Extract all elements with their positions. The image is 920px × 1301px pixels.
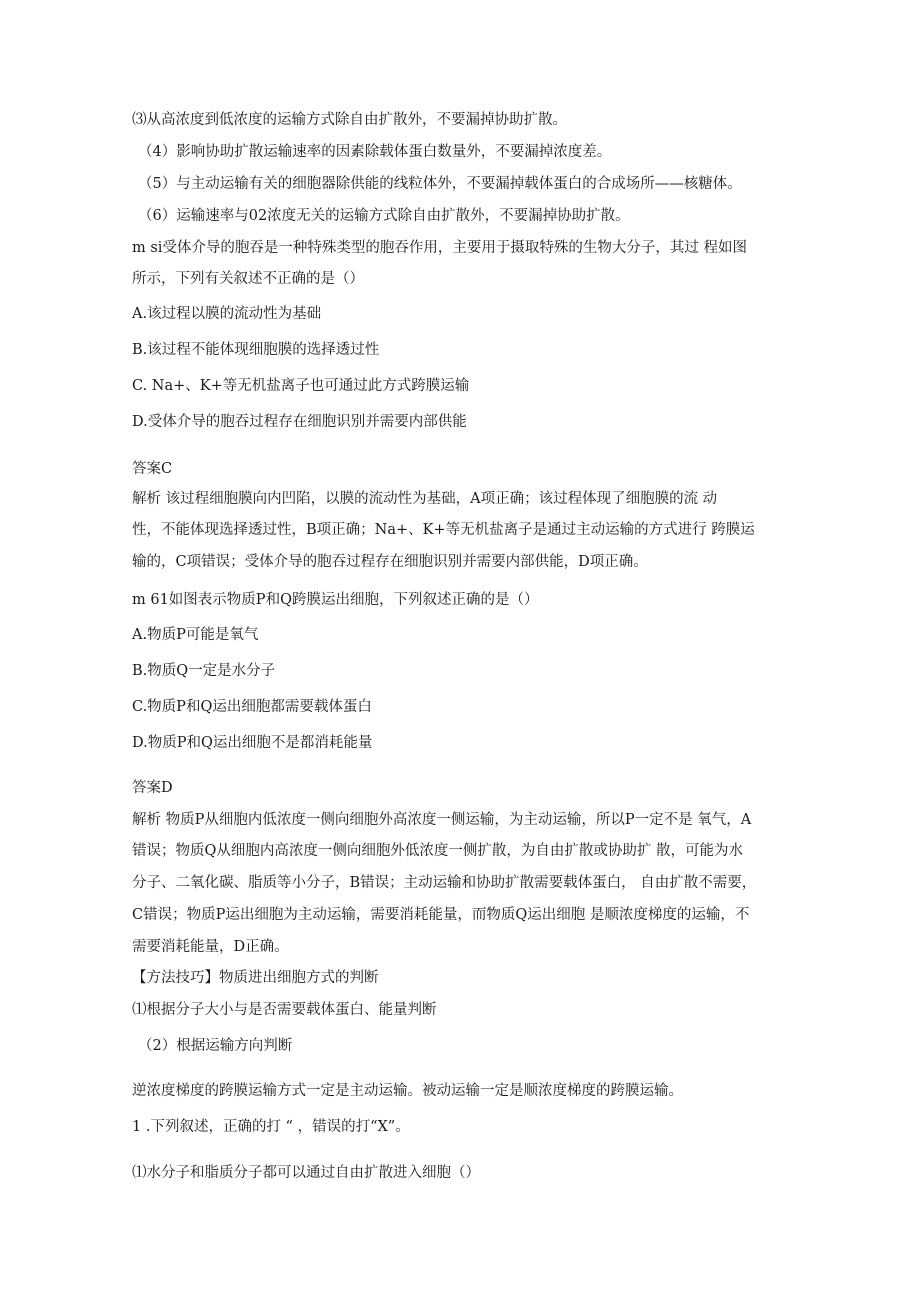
text-line: （6）运输速率与02浓度无关的运输方式除自由扩散外，不要漏掉协助扩散。 [138,208,630,224]
option-c: C. Na+、K+等无机盐离子也可通过此方式跨膜运输 [132,378,470,394]
explanation-line: 输的，C项错误；受体介导的胞吞过程存在细胞识别并需要内部供能，D项正确。 [132,554,648,570]
option-a: A.该过程以膜的流动性为基础 [132,306,322,322]
text-line: ⑶从高浓度到低浓度的运输方式除自由扩散外，不要漏掉协助扩散。 [132,112,567,128]
option-b: B.该过程不能体现细胞膜的选择透过性 [132,342,380,358]
option-d: D.物质P和Q运出细胞不是都消耗能量 [132,735,373,751]
text-line: 逆浓度梯度的跨膜运输方式一定是主动运输。被动运输一定是顺浓度梯度的跨膜运输。 [132,1083,683,1099]
question-stem: 所示，下列有关叙述不正确的是（） [132,271,364,287]
answer-label: 答案C [132,461,173,477]
text-line: （5）与主动运输有关的细胞器除供能的线粒体外，不要漏掉载体蛋白的合成场所——核糖体。 [138,176,742,192]
option-c: C.物质P和Q运出细胞都需要载体蛋白 [132,699,372,715]
option-d: D.受体介导的胞吞过程存在细胞识别并需要内部供能 [132,414,467,430]
explanation-line: 解析 物质P从细胞内低浓度一侧向细胞外高浓度一侧运输，为主动运输，所以P一定不是 氧气，A [132,812,752,828]
question-stem: m 61如图表示物质P和Q跨膜运出细胞，下列叙述正确的是（） [132,592,539,608]
text-line: ⑴根据分子大小与是否需要载体蛋白、能量判断 [132,1002,437,1018]
answer-label: 答案D [132,780,173,796]
explanation-line: 解析 该过程细胞膜向内凹陷，以膜的流动性为基础，A项正确；该过程体现了细胞膜的流 动 [132,491,718,507]
explanation-line: 需要消耗能量，D正确。 [132,939,289,955]
explanation-line: C错误；物质P运出细胞为主动运输，需要消耗能量，而物质Q运出细胞 是顺浓度梯度的运输，不 [132,907,750,923]
option-a: A.物质P可能是氧气 [132,627,259,643]
exercise-item: ⑴水分子和脂质分子都可以通过自由扩散进入细胞（） [132,1165,480,1181]
section-heading: 【方法技巧】物质进出细胞方式的判断 [132,970,379,986]
question-stem: m si受体介导的胞吞是一种特殊类型的胞吞作用，主要用于摄取特殊的生物大分子，其过 程如图 [132,240,748,256]
explanation-line: 性，不能体现选择透过性，B项正确；Na+、K+等无机盐离子是通过主动运输的方式进行 跨膜运 [132,522,755,538]
explanation-line: 错误；物质Q从细胞内高浓度一侧向细胞外低浓度一侧扩散，为自由扩散或协助扩 散，可能为水 [132,843,743,859]
option-b: B.物质Q一定是水分子 [132,663,276,679]
explanation-line: 分子、二氧化碳、脂质等小分子，B错误；主动运输和协助扩散需要载体蛋白， 自由扩散不需要， [132,875,757,891]
exercise-instruction: 1 .下列叙述，正确的打 “ ，错误的打“X”。 [132,1119,410,1135]
text-line: （2）根据运输方向判断 [138,1038,293,1054]
text-line: （4）影响协助扩散运输速率的因素除载体蛋白数量外，不要漏掉浓度差。 [138,144,612,160]
